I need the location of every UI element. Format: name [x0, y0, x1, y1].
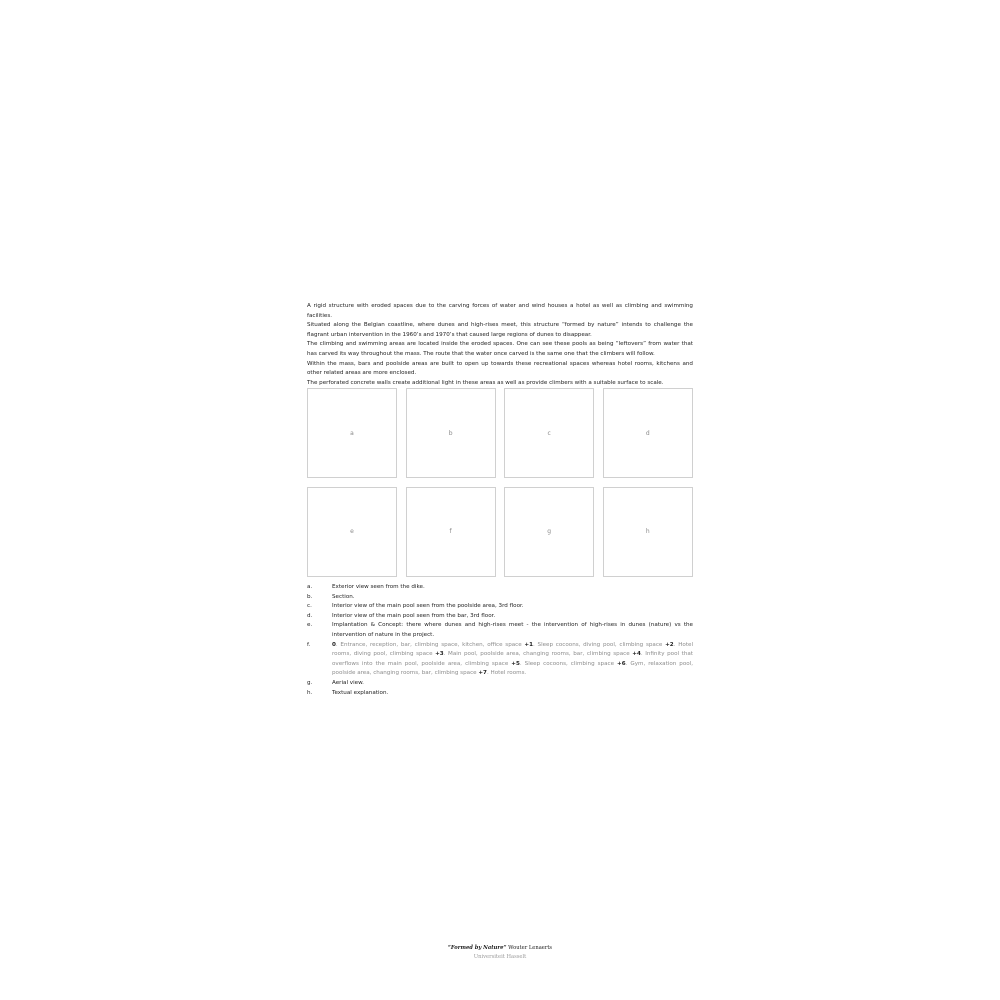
intro-paragraph: Situated along the Belgian coastline, where dunes and high-rises meet, this structure “formed by nature” intends to challenge the flagrant urban intervention in the 1960’s and 1970’s that caused large regions of dunes to disappear. [307, 322, 693, 338]
floor-number: +2 [665, 641, 674, 648]
caption-letter: e. [307, 622, 313, 629]
floor-description: . Sleep cocoons, climbing space [519, 660, 618, 667]
image-panel-h: h [603, 487, 693, 577]
caption-letter: b. [307, 593, 313, 600]
floor-program-text [332, 641, 693, 679]
caption-text: Section. [332, 593, 355, 600]
image-panel-a: a [307, 388, 397, 478]
caption-item [307, 602, 693, 612]
intro-text [307, 302, 693, 388]
caption-item [307, 621, 693, 640]
floor-description: . Main pool, poolside area, changing rooms, bar, climbing space [443, 651, 633, 658]
university-name: Universiteit Hasselt [473, 954, 527, 960]
floor-description: . Gym, relaxation pool, poolside area, changing rooms, bar, climbing space [332, 660, 693, 677]
floor-number: +6 [617, 660, 626, 667]
floor-number: +3 [435, 651, 444, 658]
intro-paragraph: Within the mass, bars and poolside areas are built to open up towards these recreational spaces whereas hotel rooms, kitchens and other related areas are more enclosed. [307, 360, 693, 377]
image-panel-grid [307, 388, 693, 577]
floor-description: . Hotel rooms. [486, 670, 527, 677]
caption-text: Textual explanation. [332, 689, 389, 696]
floor-number: 0 [332, 641, 336, 648]
caption-letter: d. [307, 612, 313, 619]
page-footer [0, 944, 1000, 962]
intro-paragraph: A rigid structure with eroded spaces due to the carving forces of water and wind houses a hotel as well as climbing and swimming facilities. [307, 303, 693, 319]
intro-paragraph: The climbing and swimming areas are located inside the eroded spaces. One can see these pools as being “leftovers” from water that has carved its way throughout the mass. The route that the water once carved is the same one that the climbers will follow. [307, 341, 693, 357]
caption-letter: c. [307, 603, 312, 610]
caption-text: Interior view of the main pool seen from the poolside area, 3rd floor. [332, 603, 524, 610]
floor-number: +4 [632, 651, 641, 658]
floor-number: +5 [511, 660, 520, 667]
caption-item [307, 583, 693, 593]
caption-letter: g. [307, 679, 313, 686]
caption-item [307, 593, 693, 603]
floor-description: . Sleep cocoons, diving pool, climbing space [533, 641, 666, 648]
caption-letter: a. [307, 584, 313, 590]
caption-item [307, 612, 693, 622]
image-panel-f: f [406, 487, 496, 577]
image-panel-b: b [406, 388, 496, 478]
footer-credit [0, 944, 1000, 953]
caption-item [307, 679, 693, 689]
floor-number: +1 [524, 641, 534, 648]
caption-letter: h. [307, 689, 313, 696]
author-name: Wouter Lenaerts [508, 945, 553, 951]
caption-text: Aerial view. [332, 679, 364, 686]
caption-item [307, 689, 693, 699]
caption-item-floors [307, 641, 693, 679]
caption-letter: f. [307, 641, 311, 648]
image-panel-e: e [307, 487, 397, 577]
floor-number: +7 [478, 670, 487, 677]
image-panel-c: c [504, 388, 594, 478]
caption-text: Exterior view seen from the dike. [332, 584, 425, 590]
caption-text: Interior view of the main pool seen from the bar, 3rd floor. [332, 612, 496, 619]
caption-list [307, 583, 693, 698]
floor-description: . Entrance, reception, bar, climbing space, kitchen, office space [335, 641, 525, 648]
caption-text: Implantation & Concept: there where dunes and high-rises meet - the intervention of high-rises in dunes (nature) vs the intervention of nature in the project. [332, 622, 693, 638]
project-title: “Formed by Nature” [447, 945, 507, 951]
image-panel-d: d [603, 388, 693, 478]
intro-paragraph: The perforated concrete walls create additional light in these areas as well as provide climbers with a suitable surface to scale. [307, 379, 664, 386]
image-panel-g: g [504, 487, 594, 577]
floor-description: . Infinity pool that overflows into the main pool, poolside area, climbing space [332, 651, 694, 667]
floor-description: . Hotel rooms, diving pool, climbing space [332, 641, 694, 658]
